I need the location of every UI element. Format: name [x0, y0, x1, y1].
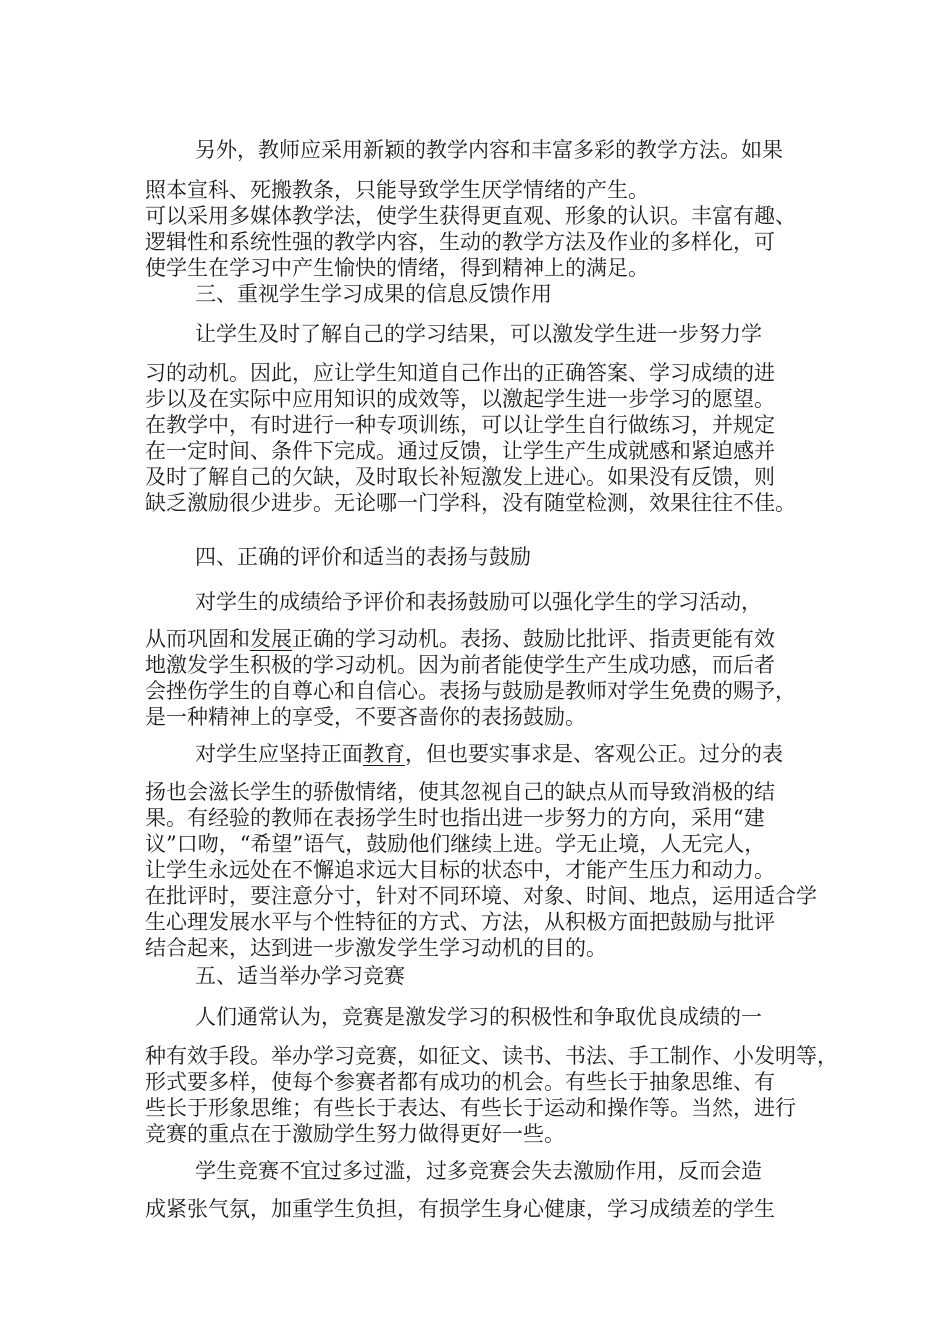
- paragraph-line: [195, 741, 783, 767]
- paragraph-line: 是一种精神上的享受，不要吝啬你的表扬鼓励。: [145, 705, 586, 729]
- paragraph-line: 及时了解自己的欠缺，及时取长补短激发上进心。如果没有反馈，则: [145, 465, 775, 489]
- line-text: ，但也要实事求是、客观公正。过分的表: [405, 742, 783, 766]
- paragraph-line: 结合起来，达到进一步激发学生学习动机的目的。: [145, 936, 607, 960]
- paragraph-line: 使学生在学习中产生愉快的情绪，得到精神上的满足。: [145, 256, 649, 280]
- paragraph-line: 另外，教师应采用新颖的教学内容和丰富多彩的教学方法。如果: [195, 138, 783, 162]
- paragraph-line: 在批评时，要注意分寸，针对不同环境、对象、时间、地点，运用适合学: [145, 884, 817, 908]
- paragraph-line: [145, 626, 775, 652]
- paragraph-line: 习的动机。因此，应让学生知道自己作出的正确答案、学习成绩的进: [145, 361, 775, 385]
- paragraph-line: 生心理发展水平与个性特征的方式、方法，从积极方面把鼓励与批评: [145, 910, 775, 934]
- paragraph-line: 照本宣科、死搬教条，只能导致学生厌学情绪的产生。: [145, 178, 649, 202]
- paragraph-line: 人们通常认为，竞赛是激发学习的积极性和争取优良成绩的一: [195, 1005, 762, 1029]
- paragraph-line: 扬也会滋长学生的骄傲情绪，使其忽视自己的缺点从而导致消极的结: [145, 780, 775, 804]
- paragraph-line: 种有效手段。举办学习竞赛，如征文、读书、书法、手工制作、小发明等，: [145, 1044, 838, 1068]
- line-text: 正确的学习动机。表扬、鼓励比批评、指责更能有效: [292, 627, 775, 651]
- line-text: 从而巩固和: [145, 627, 250, 651]
- paragraph-line: 让学生及时了解自己的学习结果，可以激发学生进一步努力学: [195, 322, 762, 346]
- paragraph-line: 让学生永远处在不懈追求远大目标的状态中，才能产生压力和动力。: [145, 858, 775, 882]
- section-heading: 三、重视学生学习成果的信息反馈作用: [195, 282, 552, 306]
- paragraph-line: 议”口吻，“希望”语气，鼓励他们继续上进。学无止境，人无完人，: [145, 832, 766, 856]
- paragraph-line: 可以采用多媒体教学法，使学生获得更直观、形象的认识。丰富有趣、: [145, 204, 796, 228]
- paragraph-line: 学生竞赛不宜过多过滥，过多竞赛会失去激励作用，反而会造: [195, 1159, 762, 1183]
- paragraph-line: 形式要多样，使每个参赛者都有成功的机会。有些长于抽象思维、有: [145, 1070, 775, 1094]
- education-link[interactable]: 教育: [363, 742, 405, 766]
- paragraph-line: 竞赛的重点在于激励学生努力做得更好一些。: [145, 1122, 565, 1146]
- section-heading: 五、适当举办学习竞赛: [195, 964, 405, 988]
- paragraph-line: 些长于形象思维；有些长于表达、有些长于运动和操作等。当然，进行: [145, 1096, 796, 1120]
- paragraph-line: 会挫伤学生的自尊心和自信心。表扬与鼓励是教师对学生免费的赐予，: [145, 679, 796, 703]
- paragraph-line: 缺乏激励很少进步。无论哪一门学科，没有随堂检测，效果往往不佳。: [145, 491, 796, 515]
- paragraph-line: 在教学中，有时进行一种专项训练，可以让学生自行做练习，并规定: [145, 413, 775, 437]
- develop-link[interactable]: 发展: [250, 627, 292, 651]
- paragraph-line: 步以及在实际中应用知识的成效等，以激起学生进一步学习的愿望。: [145, 387, 775, 411]
- paragraph-line: 在一定时间、条件下完成。通过反馈，让学生产生成就感和紧迫感并: [145, 439, 775, 463]
- line-text: 对学生应坚持正面: [195, 742, 363, 766]
- paragraph-line: 果。有经验的教师在表扬学生时也指出进一步努力的方向，采用“建: [145, 806, 765, 830]
- paragraph-line: 对学生的成绩给予评价和表扬鼓励可以强化学生的学习活动，: [195, 590, 762, 614]
- paragraph-line: 成紧张气氛，加重学生负担，有损学生身心健康，学习成绩差的学生: [145, 1197, 775, 1221]
- paragraph-line: 地激发学生积极的学习动机。因为前者能使学生产生成功感，而后者: [145, 653, 775, 677]
- paragraph-line: 逻辑性和系统性强的教学内容，生动的教学方法及作业的多样化，可: [145, 230, 775, 254]
- section-heading: 四、正确的评价和适当的表扬与鼓励: [195, 545, 531, 569]
